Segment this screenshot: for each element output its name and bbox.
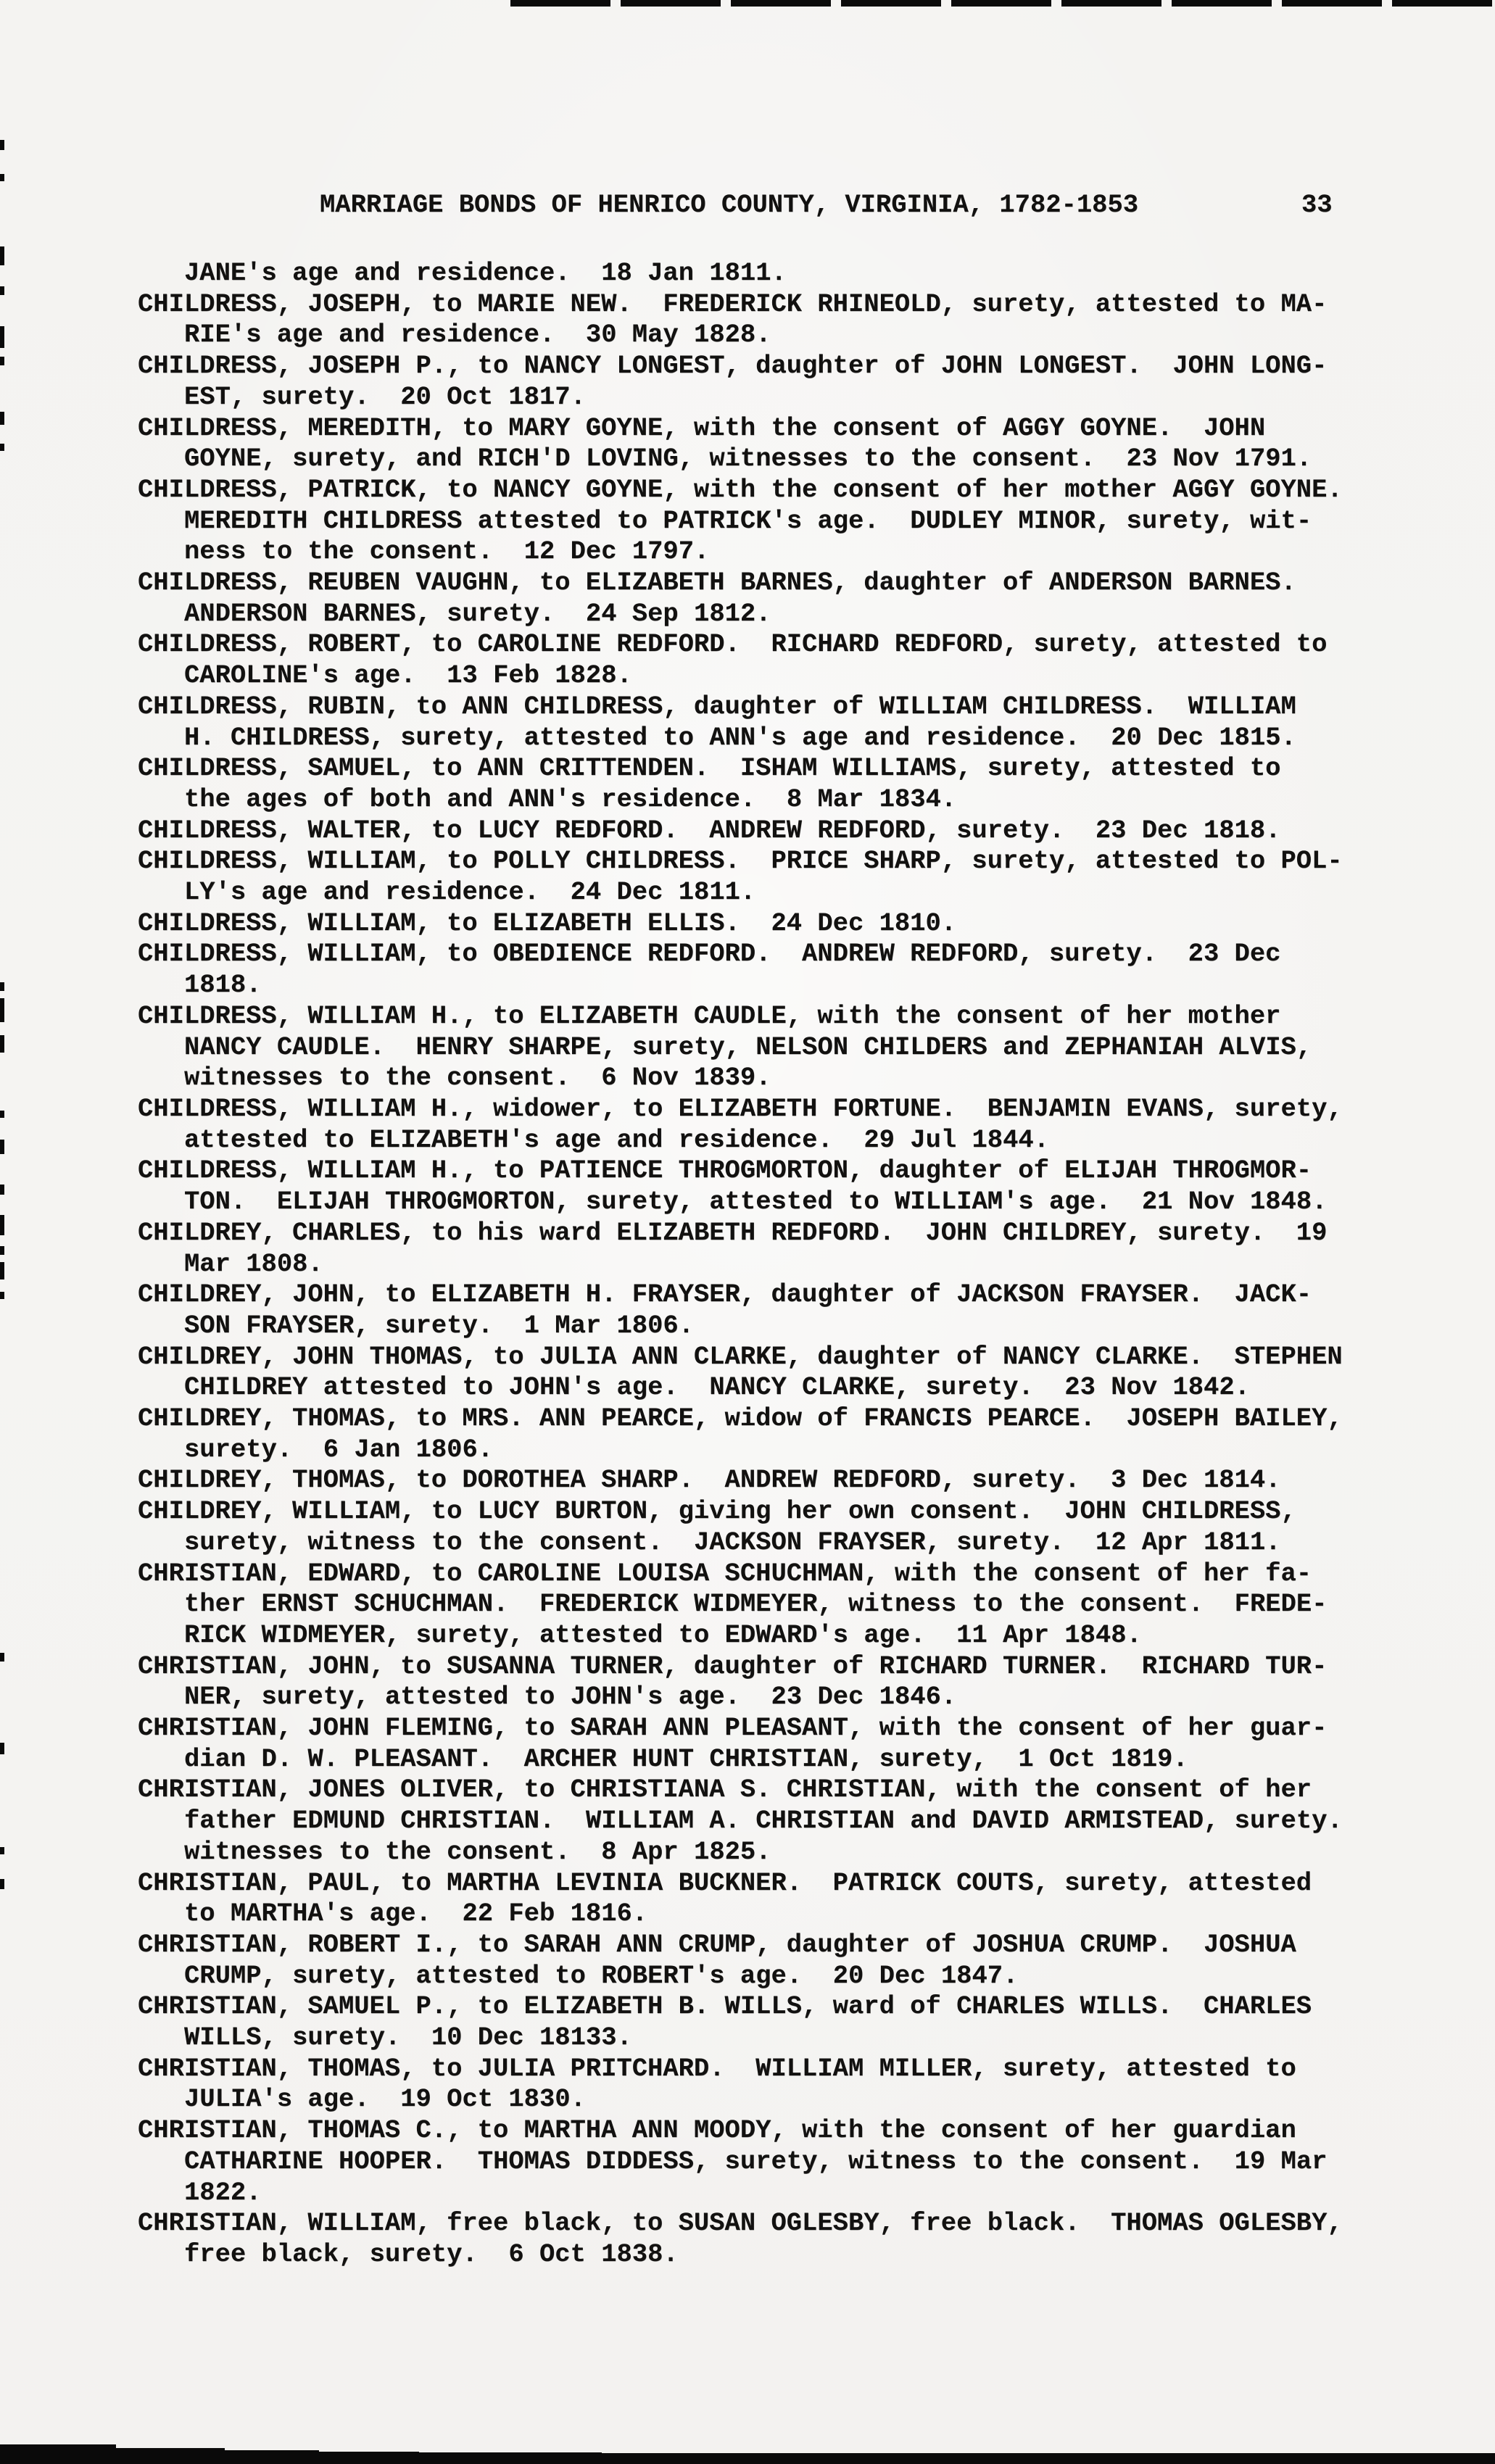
text-line: NANCY CAUDLE. HENRY SHARPE, surety, NELSON CHILDERS and ZEPHANIAH ALVIS, bbox=[184, 1032, 1312, 1062]
text-line: CHILDRESS, WALTER, to LUCY REDFORD. ANDREW REDFORD, surety. 23 Dec 1818. bbox=[138, 815, 1281, 845]
text-line: CHRISTIAN, ROBERT I., to SARAH ANN CRUMP, daughter of JOSHUA CRUMP. JOSHUA bbox=[138, 1929, 1296, 1959]
page-header bbox=[0, 190, 1495, 221]
scan-edge-artifact-left bbox=[0, 1111, 4, 1118]
text-line: CHILDRESS, WILLIAM H., to PATIENCE THROGMORTON, daughter of ELIJAH THROGMOR- bbox=[138, 1156, 1312, 1186]
text-line: RIE's age and residence. 30 May 1828. bbox=[184, 320, 771, 350]
text-line: TON. ELIJAH THROGMORTON, surety, attested to WILLIAM's age. 21 Nov 1848. bbox=[184, 1187, 1328, 1217]
text-line: ANDERSON BARNES, surety. 24 Sep 1812. bbox=[184, 598, 771, 629]
scan-edge-artifact-left bbox=[0, 1653, 4, 1662]
text-line: JANE's age and residence. 18 Jan 1811. bbox=[184, 258, 787, 288]
scan-edge-artifact-left bbox=[0, 1847, 4, 1854]
scan-edge-artifact-left bbox=[0, 1246, 4, 1255]
text-line: CHILDRESS, ROBERT, to CAROLINE REDFORD. RICHARD REDFORD, surety, attested to bbox=[138, 629, 1328, 660]
scan-edge-artifact-left bbox=[0, 286, 4, 295]
text-line: 1822. bbox=[184, 2177, 262, 2207]
text-line: CHILDRESS, WILLIAM H., to ELIZABETH CAUDLE, with the consent of her mother bbox=[138, 1000, 1281, 1031]
scan-edge-artifact-left bbox=[0, 1185, 4, 1195]
text-line: JULIA's age. 19 Oct 1830. bbox=[184, 2084, 586, 2115]
text-line: WILLS, surety. 10 Dec 18133. bbox=[184, 2023, 632, 2053]
scan-edge-artifact-top bbox=[510, 0, 1495, 7]
text-line: CHRISTIAN, JONES OLIVER, to CHRISTIANA S. CHRISTIAN, with the consent of her bbox=[138, 1775, 1312, 1805]
text-line: 1818. bbox=[184, 970, 262, 1000]
scan-edge-artifact-left bbox=[0, 326, 4, 348]
text-line: attested to ELIZABETH's age and residence. 29 Jul 1844. bbox=[184, 1124, 1049, 1155]
text-line: GOYNE, surety, and RICH'D LOVING, witnesses to the consent. 23 Nov 1791. bbox=[184, 444, 1312, 474]
text-line: CRUMP, surety, attested to ROBERT's age. 20 Dec 1847. bbox=[184, 1960, 1019, 1991]
text-line: CHILDRESS, WILLIAM, to ELIZABETH ELLIS. 24 Dec 1810. bbox=[138, 908, 957, 938]
text-line: CHILDRESS, PATRICK, to NANCY GOYNE, with the consent of her mother AGGY GOYNE. bbox=[138, 474, 1343, 505]
text-line: CHRISTIAN, SAMUEL P., to ELIZABETH B. WILLS, ward of CHARLES WILLS. CHARLES bbox=[138, 1991, 1312, 2022]
text-line: witnesses to the consent. 6 Nov 1839. bbox=[184, 1063, 771, 1093]
text-line: CHRISTIAN, JOHN FLEMING, to SARAH ANN PLEASANT, with the consent of her guar- bbox=[138, 1713, 1328, 1743]
scan-edge-artifact-left bbox=[0, 1140, 4, 1154]
scan-edge-artifact-left bbox=[0, 140, 4, 150]
text-line: CHRISTIAN, THOMAS C., to MARTHA ANN MOODY, with the consent of her guardian bbox=[138, 2115, 1296, 2146]
text-line: surety. 6 Jan 1806. bbox=[184, 1434, 494, 1464]
text-line: CHILDRESS, SAMUEL, to ANN CRITTENDEN. ISHAM WILLIAMS, surety, attested to bbox=[138, 753, 1281, 784]
scan-edge-artifact-left bbox=[0, 1013, 4, 1022]
text-line: MEREDITH CHILDRESS attested to PATRICK's age. DUDLEY MINOR, surety, wit- bbox=[184, 505, 1312, 536]
text-line: Mar 1808. bbox=[184, 1248, 323, 1279]
text-line: LY's age and residence. 24 Dec 1811. bbox=[184, 877, 756, 908]
text-line: SON FRAYSER, surety. 1 Mar 1806. bbox=[184, 1310, 695, 1340]
text-line: CHRISTIAN, PAUL, to MARTHA LEVINIA BUCKNER. PATRICK COUTS, surety, attested bbox=[138, 1867, 1312, 1898]
text-line: to MARTHA's age. 22 Feb 1816. bbox=[184, 1899, 648, 1929]
text-line: CHILDRESS, JOSEPH, to MARIE NEW. FREDERICK RHINEOLD, surety, attested to MA- bbox=[138, 289, 1328, 319]
scan-edge-artifact-left bbox=[0, 1262, 4, 1279]
text-line: CHILDREY attested to JOHN's age. NANCY CLARKE, surety. 23 Nov 1842. bbox=[184, 1372, 1250, 1403]
text-line: CHILDRESS, RUBIN, to ANN CHILDRESS, daughter of WILLIAM CHILDRESS. WILLIAM bbox=[138, 691, 1296, 721]
text-line: CHILDREY, CHARLES, to his ward ELIZABETH REDFORD. JOHN CHILDREY, surety. 19 bbox=[138, 1217, 1328, 1248]
scan-edge-artifact-left bbox=[0, 1215, 4, 1235]
text-line: CHILDRESS, MEREDITH, to MARY GOYNE, with the consent of AGGY GOYNE. JOHN bbox=[138, 412, 1266, 443]
text-line: CHILDREY, JOHN, to ELIZABETH H. FRAYSER, daughter of JACKSON FRAYSER. JACK- bbox=[138, 1279, 1312, 1310]
scan-edge-artifact-left bbox=[0, 444, 4, 451]
text-line: father EDMUND CHRISTIAN. WILLIAM A. CHRISTIAN and DAVID ARMISTEAD, surety. bbox=[184, 1806, 1343, 1836]
text-line: CHILDREY, JOHN THOMAS, to JULIA ANN CLARKE, daughter of NANCY CLARKE. STEPHEN bbox=[138, 1341, 1343, 1372]
text-line: CHILDRESS, WILLIAM, to POLLY CHILDRESS. PRICE SHARP, surety, attested to POL- bbox=[138, 846, 1343, 876]
text-line: RICK WIDMEYER, surety, attested to EDWARD's age. 11 Apr 1848. bbox=[184, 1619, 1142, 1650]
text-line: EST, surety. 20 Oct 1817. bbox=[184, 381, 586, 412]
page-number: 33 bbox=[1301, 190, 1333, 220]
text-line: CHRISTIAN, THOMAS, to JULIA PRITCHARD. WILLIAM MILLER, surety, attested to bbox=[138, 2053, 1296, 2083]
text-line: surety, witness to the consent. JACKSON FRAYSER, surety. 12 Apr 1811. bbox=[184, 1527, 1281, 1557]
text-line: CHRISTIAN, JOHN, to SUSANNA TURNER, daughter of RICHARD TURNER. RICHARD TUR- bbox=[138, 1651, 1328, 1681]
marriage-bond-entries bbox=[138, 258, 1407, 2270]
text-line: witnesses to the consent. 8 Apr 1825. bbox=[184, 1836, 771, 1867]
scan-edge-artifact-left bbox=[0, 998, 4, 1014]
scan-edge-artifact-bottom bbox=[0, 2453, 1495, 2464]
scan-edge-artifact-left bbox=[0, 246, 4, 265]
text-line: CHILDREY, THOMAS, to DOROTHEA SHARP. ANDREW REDFORD, surety. 3 Dec 1814. bbox=[138, 1465, 1281, 1496]
text-line: CHILDREY, WILLIAM, to LUCY BURTON, giving her own consent. JOHN CHILDRESS, bbox=[138, 1496, 1296, 1527]
scan-edge-artifact-left bbox=[0, 357, 4, 365]
scan-edge-artifact-left bbox=[0, 1743, 4, 1754]
text-line: CHILDRESS, REUBEN VAUGHN, to ELIZABETH BARNES, daughter of ANDERSON BARNES. bbox=[138, 568, 1296, 598]
text-line: CHRISTIAN, WILLIAM, free black, to SUSAN OGLESBY, free black. THOMAS OGLESBY, bbox=[138, 2208, 1343, 2239]
text-line: the ages of both and ANN's residence. 8 Mar 1834. bbox=[184, 784, 957, 814]
scan-edge-artifact-left bbox=[0, 174, 4, 181]
text-line: CHILDRESS, JOSEPH P., to NANCY LONGEST, daughter of JOHN LONGEST. JOHN LONG- bbox=[138, 351, 1328, 381]
text-line: ness to the consent. 12 Dec 1797. bbox=[184, 536, 710, 567]
text-line: H. CHILDRESS, surety, attested to ANN's age and residence. 20 Dec 1815. bbox=[184, 722, 1296, 752]
text-line: NER, surety, attested to JOHN's age. 23 Dec 1846. bbox=[184, 1682, 957, 1712]
text-line: CHILDRESS, WILLIAM H., widower, to ELIZABETH FORTUNE. BENJAMIN EVANS, surety, bbox=[138, 1093, 1343, 1124]
text-line: ther ERNST SCHUCHMAN. FREDERICK WIDMEYER, witness to the consent. FREDE- bbox=[184, 1589, 1328, 1619]
text-line: CATHARINE HOOPER. THOMAS DIDDESS, surety, witness to the consent. 19 Mar bbox=[184, 2146, 1328, 2176]
text-line: dian D. W. PLEASANT. ARCHER HUNT CHRISTIAN, surety, 1 Oct 1819. bbox=[184, 1743, 1188, 1774]
text-line: CHILDRESS, WILLIAM, to OBEDIENCE REDFORD. ANDREW REDFORD, surety. 23 Dec bbox=[138, 939, 1281, 969]
scan-edge-artifact-left bbox=[0, 982, 4, 991]
text-line: CHILDREY, THOMAS, to MRS. ANN PEARCE, widow of FRANCIS PEARCE. JOSEPH BAILEY, bbox=[138, 1403, 1343, 1434]
scan-edge-artifact-left bbox=[0, 1879, 4, 1889]
text-line: CAROLINE's age. 13 Feb 1828. bbox=[184, 660, 632, 691]
text-line: free black, surety. 6 Oct 1838. bbox=[184, 2239, 679, 2269]
page-title: MARRIAGE BONDS OF HENRICO COUNTY, VIRGINIA, 1782-1853 bbox=[320, 190, 1139, 220]
scan-edge-artifact-left bbox=[0, 1035, 4, 1053]
scan-edge-artifact-left bbox=[0, 1292, 4, 1299]
text-line: CHRISTIAN, EDWARD, to CAROLINE LOUISA SCHUCHMAN, with the consent of her fa- bbox=[138, 1558, 1312, 1588]
scan-edge-artifact-left bbox=[0, 412, 4, 425]
